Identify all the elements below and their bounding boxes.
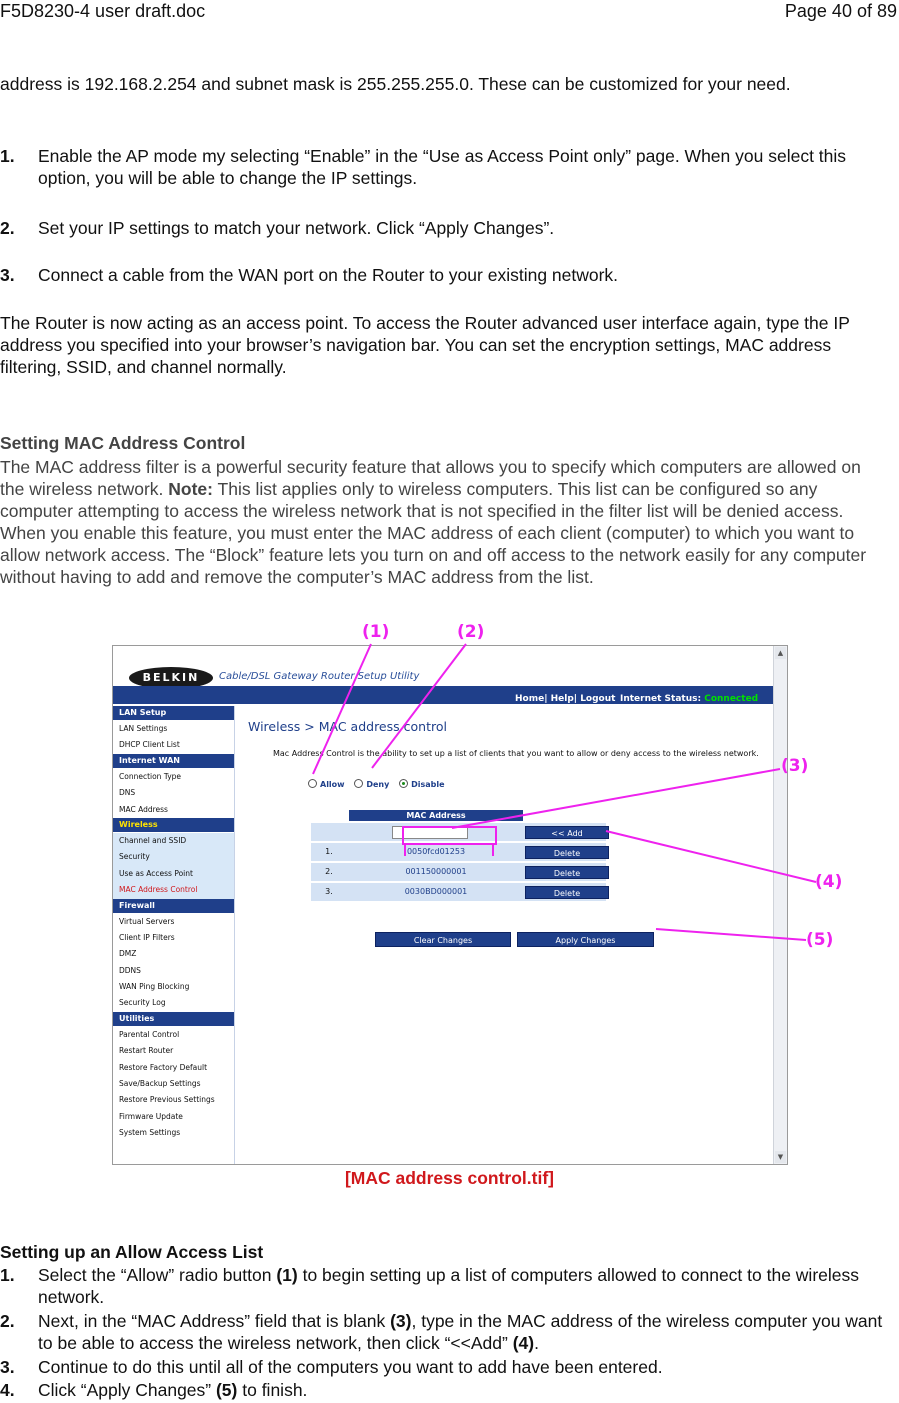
intro-paragraph: address is 192.168.2.254 and subnet mask is 255.255.255.0. These can be customized for your need. — [0, 74, 791, 94]
scroll-down-icon[interactable]: ▼ — [775, 1151, 786, 1163]
step-text-part: to finish. — [237, 1380, 308, 1400]
step-text — [38, 1264, 888, 1308]
internet-status-label: Internet Status: — [620, 694, 702, 704]
document-filename: F5D8230-4 user draft.doc — [0, 1, 206, 21]
intro-step-3 — [0, 264, 890, 286]
row-index: 3. — [325, 887, 333, 896]
access-point-paragraph: The Router is now acting as an access point. To access the Router advanced user interface again, type the IP address you specified into your browser’s navigation bar. You can set the encryption settings, MAC address filtering, SSID, and channel normally. — [0, 313, 850, 377]
step-text-part: Select the “Allow” radio button — [38, 1265, 277, 1285]
body-text: The MAC address filter is a powerful security feature that allows you to specify which computers are allowed on the wireless network. — [0, 457, 861, 499]
step-callout-ref: (1) — [276, 1265, 298, 1285]
step-number: 2. — [0, 1311, 15, 1331]
mac-address-table — [311, 810, 606, 901]
sidebar-item-parental-control[interactable]: Parental Control — [119, 1029, 180, 1039]
callout-5: (5) — [806, 930, 834, 950]
mac-mode-radio-group — [308, 774, 452, 796]
radio-allow[interactable] — [308, 779, 317, 788]
step-number: 3. — [0, 1357, 15, 1377]
sidebar-wireless-group — [113, 833, 234, 899]
allow-step-4 — [0, 1379, 890, 1401]
sidebar-heading-firewall: Firewall — [113, 899, 234, 913]
belkin-logo: BELKIN — [129, 667, 213, 689]
radio-deny-label: Deny — [366, 780, 390, 789]
main-content — [235, 706, 773, 1165]
sidebar-item-ddns[interactable]: DDNS — [119, 965, 141, 975]
step-text-part: . — [534, 1333, 539, 1353]
utility-title: Cable/DSL Gateway Router Setup Utility — [219, 671, 420, 682]
row-mac: 0030BD000001 — [404, 887, 468, 896]
radio-deny[interactable] — [354, 779, 363, 788]
table-row — [311, 843, 606, 861]
radio-allow-label: Allow — [320, 780, 345, 789]
sidebar-heading-lan-setup: LAN Setup — [113, 706, 234, 720]
step-text: Continue to do this until all of the computers you want to add have been entered. — [38, 1357, 663, 1377]
step-text — [38, 1379, 888, 1401]
mac-input-row — [311, 823, 606, 841]
sidebar-item-connection-type[interactable]: Connection Type — [119, 771, 182, 781]
table-row — [311, 863, 606, 881]
sidebar-item-channel-ssid[interactable]: Channel and SSID — [119, 835, 187, 845]
page-title: Wireless > MAC address control — [248, 719, 447, 734]
sidebar-item-security-log[interactable]: Security Log — [119, 998, 166, 1008]
sidebar-item-save-backup-settings[interactable]: Save/Backup Settings — [119, 1079, 201, 1089]
step-text: Connect a cable from the WAN port on the Router to your existing network. — [38, 265, 619, 285]
sidebar-heading-utilities: Utilities — [113, 1012, 234, 1026]
allow-step-2 — [0, 1310, 890, 1354]
step-callout-ref: (4) — [512, 1333, 535, 1353]
sidebar-item-system-settings[interactable]: System Settings — [119, 1128, 181, 1138]
sidebar-item-dmz[interactable]: DMZ — [119, 949, 137, 959]
allow-step-3 — [0, 1356, 890, 1378]
step-text-part: , type in the MAC address of the wireless computer you want to be able to access the wireless network, then click “<<Add” — [38, 1311, 883, 1353]
step-text: Enable the AP mode my selecting “Enable” in the “Use as Access Point only” page. When you select this option, you will be able to change the IP settings. — [38, 146, 847, 188]
nav-links[interactable]: Home| Help| Logout — [515, 694, 616, 704]
section-heading-allow-list: Setting up an Allow Access List — [0, 1242, 264, 1262]
page-number: Page 40 of 89 — [784, 1, 897, 21]
sidebar-item-dhcp-client-list[interactable]: DHCP Client List — [119, 740, 180, 750]
table-row — [311, 883, 606, 901]
delete-button[interactable]: Delete — [525, 846, 609, 859]
sidebar-item-mac-address[interactable]: MAC Address — [119, 804, 168, 814]
mac-address-input[interactable] — [392, 826, 468, 839]
internet-status-value: Connected — [704, 694, 759, 704]
sidebar-item-use-as-access-point[interactable]: Use as Access Point — [119, 868, 193, 878]
step-callout-ref: (5) — [215, 1380, 238, 1400]
step-text-part: Next, in the “MAC Address” field that is blank — [38, 1311, 391, 1331]
apply-changes-button[interactable]: Apply Changes — [517, 932, 654, 947]
scroll-up-icon[interactable]: ▲ — [775, 647, 786, 659]
sidebar-item-mac-address-control[interactable]: MAC Address Control — [119, 885, 198, 895]
step-text-part: to begin setting up a list of computers allowed to connect to the wireless network. — [38, 1265, 860, 1307]
sidebar-item-wan-ping-blocking[interactable]: WAN Ping Blocking — [119, 982, 190, 992]
step-number: 1. — [0, 1265, 15, 1285]
clear-changes-button[interactable]: Clear Changes — [375, 932, 511, 947]
sidebar-item-virtual-servers[interactable]: Virtual Servers — [119, 916, 175, 926]
mac-table-header: MAC Address — [349, 810, 523, 821]
step-number: 4. — [0, 1380, 15, 1400]
radio-disable[interactable] — [399, 779, 408, 788]
router-screenshot — [112, 645, 788, 1165]
sidebar-item-firmware-update[interactable]: Firmware Update — [119, 1111, 183, 1121]
sidebar-item-security[interactable]: Security — [119, 852, 150, 862]
allow-step-1 — [0, 1264, 890, 1308]
sidebar-item-lan-settings[interactable]: LAN Settings — [119, 724, 168, 733]
delete-button[interactable]: Delete — [525, 886, 609, 899]
sidebar-item-restart-router[interactable]: Restart Router — [119, 1046, 174, 1056]
section-heading-mac-control: Setting MAC Address Control — [0, 433, 246, 453]
step-text: Set your IP settings to match your network. Click “Apply Changes”. — [38, 218, 555, 238]
callout-1: (1) — [362, 622, 390, 642]
step-number: 1. — [0, 146, 15, 166]
body-text: This list applies only to wireless computers. This list can be configured so any computer attempting to access the wireless network that is not specified in the filter list will be denied access. When you enable this feature, you must enter the MAC address of each client (computer) to which you want to allow network access. The “Block” feature lets you turn on and off access to the network easily for any computer without having to add and remove the computer’s MAC address from the list. — [0, 479, 867, 587]
delete-button[interactable]: Delete — [525, 866, 609, 879]
sidebar-item-restore-previous-settings[interactable]: Restore Previous Settings — [119, 1095, 215, 1105]
mac-section-body — [0, 456, 885, 588]
step-callout-ref: (3) — [390, 1311, 412, 1331]
row-index: 1. — [325, 847, 333, 856]
figure-caption: [MAC address control.tif] — [344, 1168, 555, 1188]
step-number: 2. — [0, 218, 15, 238]
sidebar-heading-wireless: Wireless — [113, 818, 234, 832]
page-description: Mac Address Control is the ability to set up a list of clients that you want to allow or deny access to the wireless network. — [273, 749, 759, 758]
step-text — [38, 1310, 888, 1354]
scrollbar[interactable] — [773, 646, 787, 1164]
step-number: 3. — [0, 265, 15, 285]
radio-disable-label: Disable — [411, 780, 445, 789]
callout-3: (3) — [781, 756, 809, 776]
callout-2: (2) — [457, 622, 485, 642]
sidebar-item-restore-factory-default[interactable]: Restore Factory Default — [119, 1062, 208, 1072]
add-button[interactable]: << Add — [525, 826, 609, 839]
intro-step-2 — [0, 217, 890, 239]
row-mac: 001150000001 — [405, 867, 467, 876]
note-label: Note: — [168, 479, 213, 499]
sidebar — [113, 706, 235, 1165]
row-mac: 0050fcd01253 — [406, 847, 466, 856]
row-index: 2. — [325, 867, 333, 876]
intro-step-1 — [0, 145, 890, 189]
sidebar-heading-internet-wan: Internet WAN — [113, 754, 234, 768]
step-text-part: Click “Apply Changes” — [38, 1380, 216, 1400]
sidebar-item-client-ip-filters[interactable]: Client IP Filters — [119, 932, 175, 942]
callout-4: (4) — [815, 872, 843, 892]
sidebar-item-dns[interactable]: DNS — [119, 788, 136, 798]
